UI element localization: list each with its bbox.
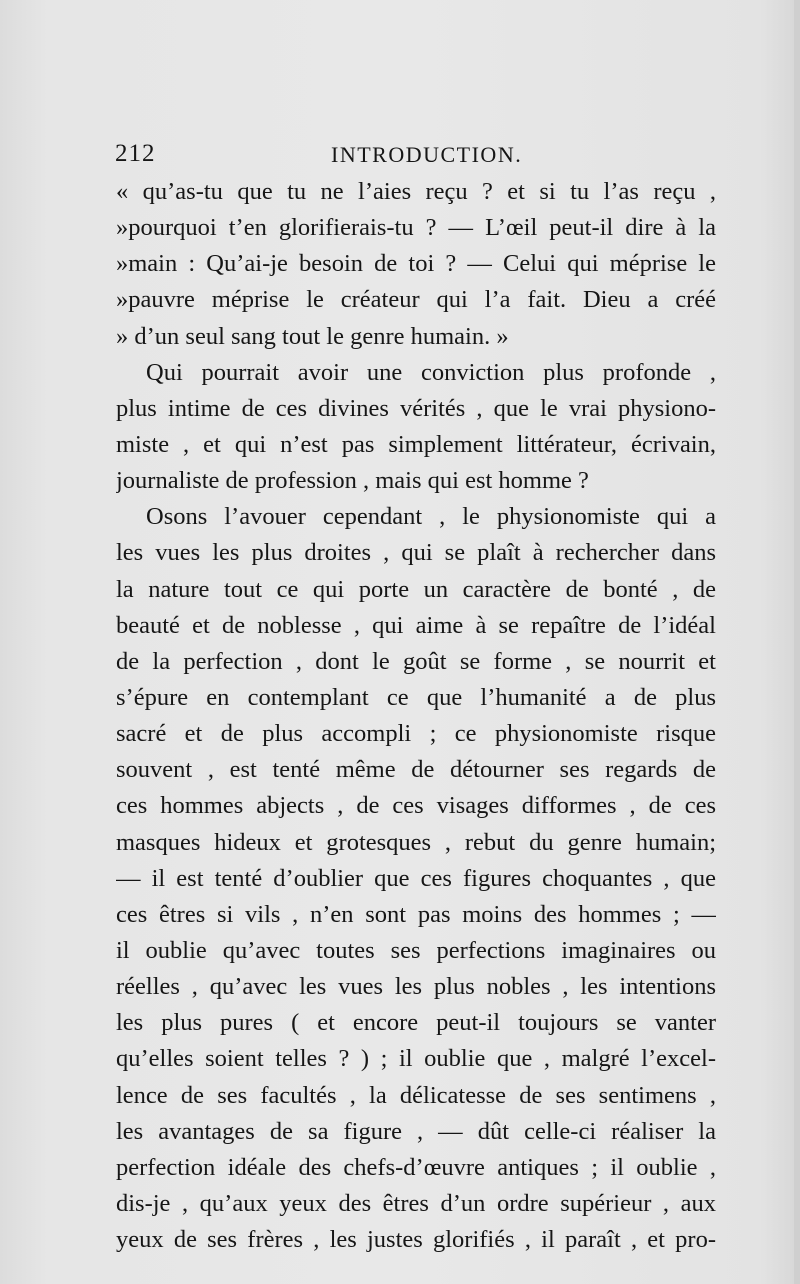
text-line: lence de ses facultés , la délicatesse de ses sentimens , xyxy=(116,1081,716,1109)
text-line: »pourquoi t’en glorifierais-tu ? — L’œil peut-il dire à la xyxy=(116,214,716,242)
text-line: » d’un seul sang tout le genre humain. » xyxy=(116,322,509,350)
text-line: dis-je , qu’aux yeux des êtres d’un ordre supérieur , aux xyxy=(116,1189,716,1217)
text-line: « qu’as-tu que tu ne l’aies reçu ? et si tu l’as reçu , xyxy=(116,178,716,205)
text-line: s’épure en contemplant ce que l’humanité a de plus xyxy=(116,683,716,711)
text-line: Osons l’avouer cependant , le physionomiste qui a xyxy=(146,503,716,531)
text-line: les vues les plus droites , qui se plaît à rechercher dans xyxy=(116,539,716,567)
text-line: beauté et de noblesse , qui aime à se repaître de l’idéal xyxy=(116,611,716,639)
text-line: journaliste de profession , mais qui est homme ? xyxy=(116,467,589,495)
text-line: »pauvre méprise le créateur qui l’a fait. Dieu a créé xyxy=(116,286,716,314)
text-line: réelles , qu’avec les vues les plus nobles , les intentions xyxy=(116,973,716,1001)
running-title: INTRODUCTION. xyxy=(331,142,523,167)
text-line: il oublie qu’avec toutes ses perfections imaginaires ou xyxy=(116,936,716,964)
page-number: 212 xyxy=(115,140,156,167)
text-line: perfection idéale des chefs-d’œuvre antiques ; il oublie , xyxy=(116,1153,716,1181)
text-line: qu’elles soient telles ? ) ; il oublie que , malgré l’excel- xyxy=(116,1045,716,1073)
text-line: la nature tout ce qui porte un caractère de bonté , de xyxy=(116,575,716,603)
text-line: »main : Qu’ai-je besoin de toi ? — Celui qui méprise le xyxy=(116,250,716,278)
text-line: de la perfection , dont le goût se forme , se nourrit et xyxy=(116,647,716,675)
text-line: — il est tenté d’oublier que ces figures choquantes , que xyxy=(116,864,716,892)
text-line: yeux de ses frères , les justes glorifiés , il paraît , et pro- xyxy=(116,1226,716,1254)
text-line: Qui pourrait avoir une conviction plus profonde , xyxy=(146,358,716,386)
text-line: souvent , est tenté même de détourner ses regards de xyxy=(116,756,716,784)
text-line: plus intime de ces divines vérités , que le vrai physiono- xyxy=(116,394,716,422)
text-line: masques hideux et grotesques , rebut du genre humain; xyxy=(116,828,716,856)
text-line: les plus pures ( et encore peut-il toujours se vanter xyxy=(116,1009,716,1037)
text-line: les avantages de sa figure , — dût celle-ci réaliser la xyxy=(116,1117,716,1145)
text-line: sacré et de plus accompli ; ce physionomiste risque xyxy=(116,720,716,748)
text-line: ces êtres si vils , n’en sont pas moins des hommes ; — xyxy=(116,900,716,928)
page-edge xyxy=(794,0,800,1284)
page-header xyxy=(115,140,695,170)
body-text xyxy=(116,174,716,1258)
text-line: miste , et qui n’est pas simplement littérateur, écrivain, xyxy=(116,430,716,458)
text-line: ces hommes abjects , de ces visages difformes , de ces xyxy=(116,792,716,820)
